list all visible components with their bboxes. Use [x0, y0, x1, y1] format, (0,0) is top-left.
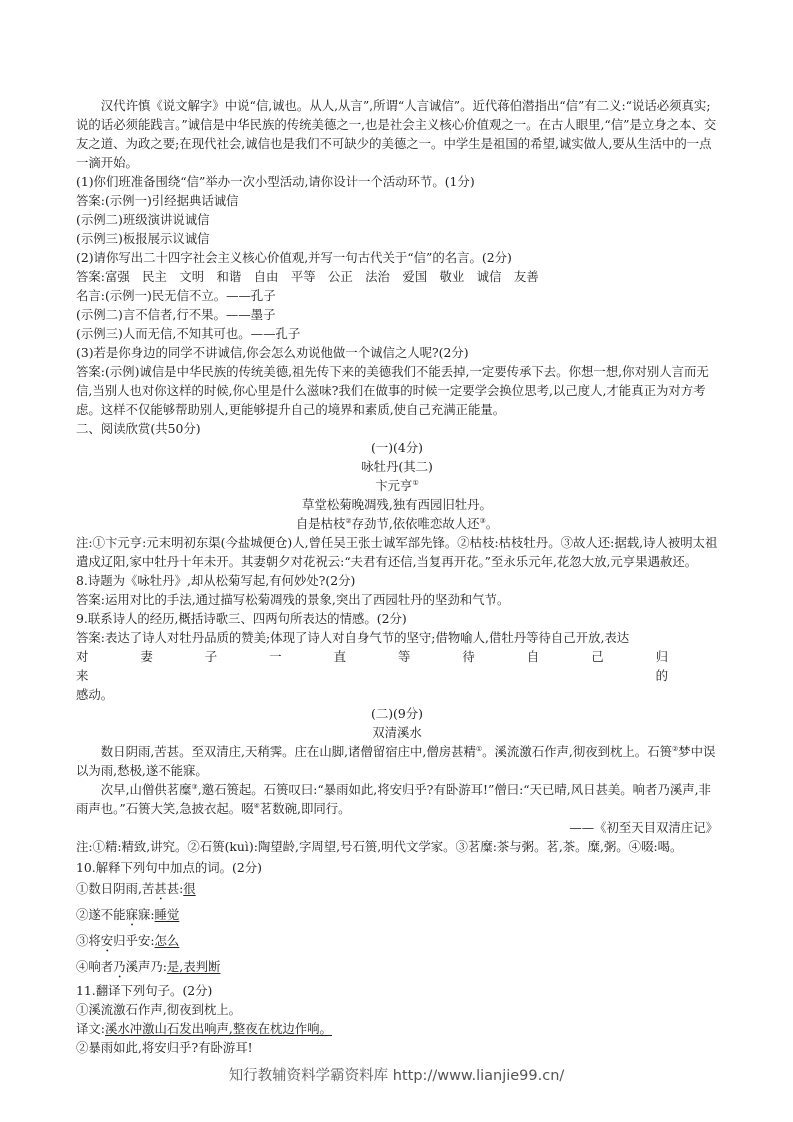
translate-sentence-1: ①溪流激石作声,彻夜到枕上。: [76, 1002, 242, 1017]
prose-source: ——《初至天目双清庄记》: [569, 820, 718, 835]
dotted-word: 安: [100, 933, 114, 948]
footnote-marker: ④: [253, 801, 260, 810]
footnote-marker: ①: [475, 744, 483, 753]
answer-9-line-2: [76, 647, 718, 685]
poem-title: 咏牡丹(其二): [361, 459, 433, 474]
poem-line-2-part: 存劲节,依依唯恋故人还: [351, 516, 480, 531]
footnote-marker: ②: [671, 744, 679, 753]
question-8: 8.诗题为《咏牡丹》,却从松菊写起,有何妙处?(2分): [76, 573, 356, 588]
dotted-word: 寐: [125, 907, 138, 922]
word-answer: 很: [183, 881, 196, 896]
prose-text: 。溪流激石作声,彻夜到枕上。石篑: [482, 744, 672, 759]
footer-watermark: 知行教辅资料学霸资料库 http://www.lianjie99.cn/: [228, 1068, 565, 1084]
prose-text: 梦中误以为雨,愁极,遂不能寐。: [76, 744, 716, 778]
word-answer: 睡觉: [154, 907, 180, 922]
prose-text: 茗数碗,即同行。: [259, 801, 351, 816]
word-item-text: 寐:: [137, 907, 155, 922]
question-9: 9.联系诗人的经历,概括诗歌三、四两句所表达的情感。(2分): [76, 611, 407, 626]
word-item-text: 溪声乃:: [125, 959, 167, 974]
prose-title: 双清溪水: [372, 725, 422, 740]
translate-sentence-2: ②暴雨如此,将安归乎?有卧游耳!: [76, 1040, 253, 1055]
answer-9-line-1: 答案:表达了诗人对牡丹品质的赞美;体现了诗人对自身气节的坚守;借物喻人,借牡丹等待自己开放,表达: [76, 630, 630, 645]
word-answer: 怎么: [154, 933, 180, 948]
document-page: [76, 96, 718, 1057]
word-item-text: ④响者: [76, 959, 114, 974]
word-item-3: [76, 929, 718, 955]
poem-note: 注:①卞元亨:元末明初东渠(今盐城便仓)人,曾任吴王张士诚军部先锋。②枯枝:枯枝牡丹。③故人还:据载,诗人被明太祖遣戍辽阳,家中牡丹十年未开。其妻朝夕对花祝云:“夫君有还信,当复再开花。”至永乐元年,花忽大放,元亨果遇赦还。: [76, 535, 718, 569]
word-item-text: ②遂不能: [76, 907, 126, 922]
poem-line-2-part: 自是枯枝: [295, 516, 346, 531]
dotted-word: 甚: [154, 881, 167, 896]
answer-2-quote-2: (示例二)言不信者,行不果。——墨子: [76, 307, 276, 322]
poem-author: [76, 476, 718, 495]
prose-text: 次早,山僧供茗糜: [100, 782, 192, 797]
footnote-marker: ①: [412, 478, 419, 487]
prose-text: 数日阴雨,苦甚。至双清庄,天稍霁。庄在山脚,诸僧留宿庄中,僧房甚精: [100, 744, 476, 759]
word-item-4: [76, 955, 718, 981]
poem-author-name: 卞元亨: [375, 478, 413, 493]
word-item-1: [76, 877, 718, 903]
prose-note: 注:①精:精致,讲究。②石篑(kuì):陶望龄,字周望,号石篑,明代文学家。③茗糜:茶与粥。茗,茶。糜,粥。④啜:喝。: [76, 839, 683, 854]
footnote-marker: ③: [479, 516, 486, 525]
answer-3: 答案:(示例)诚信是中华民族的传统美德,祖先传下来的美德我们不能丢掉,一定要传承下去。你想一想,你对别人言而无信,当别人也对你这样的时候,你心里是什么滋味?我们在做事的时候一定要学会换位思考,以己度人,才能真正为对方考虑。这样不仅能够帮助别人,更能够提升自己的境界和素质,使自己充满正能量。: [76, 364, 709, 417]
answer-2-values: 答案:富强 民主 文明 和谐 自由 平等 公正 法治 爱国 敬业 诚信 友善: [76, 269, 539, 284]
word-answer: 是,表判断: [166, 959, 221, 974]
question-11: 11.翻译下列句子。(2分): [76, 983, 213, 998]
answer-2-quote-1: 名言:(示例一)民无信不立。——孔子: [76, 288, 276, 303]
answer-1-example-2: (示例二)班级演讲说诚信: [76, 212, 210, 227]
dotted-word: 乃: [113, 959, 126, 974]
question-3: (3)若是你身边的同学不讲诚信,你会怎么劝说他做一个诚信之人呢?(2分): [76, 345, 469, 360]
prose-paragraph-2: [76, 780, 718, 818]
prose-paragraph-1: [76, 742, 718, 780]
intro-paragraph: 汉代许慎《说文解字》中说“信,诚也。从人,从言”,所谓“人言诚信”。近代蒋伯潜指出“信”有二义:“说话必须真实;说的话必须能践言。”诚信是中华民族的传统美德之一,也是社会主义核心价值观之一。在古人眼里,“信”是立身之本、交友之道、为政之要;在现代社会,诚信也是我们不可缺少的美德之一。中学生是祖国的希望,诚实做人,要从生活中的一点一滴开始。: [76, 98, 717, 170]
answer-9-spread-text: 对妻子一直等待自己归来的: [76, 649, 718, 683]
question-2: (2)请你写出二十四字社会主义核心价值观,并写一句古代关于“信”的名言。(2分): [76, 250, 512, 265]
footnote-marker: ③: [191, 782, 198, 791]
prose-part-label: (二)(9分): [370, 706, 423, 721]
answer-2-quote-3: (示例三)人而无信,不知其可也。——孔子: [76, 326, 301, 341]
word-item-text: ③将: [76, 933, 101, 948]
prose-text: ,邀石篑起。石篑叹曰:“暴雨如此,将安归乎?有卧游耳!”僧曰:“天已晴,风日甚美。响者乃溪声,非雨声也。”石篑大笑,急披衣起。啜: [76, 782, 711, 816]
word-item-text: 甚:: [166, 881, 184, 896]
answer-8: 答案:运用对比的手法,通过描写松菊凋残的景象,突出了西园牡丹的坚劲和气节。: [76, 592, 510, 607]
word-item-2: [76, 903, 718, 929]
footnote-marker: ②: [345, 516, 352, 525]
question-1: (1)你们班准备围绕“信”举办一次小型活动,请你设计一个活动环节。(1分): [76, 174, 475, 189]
answer-1-example-3: (示例三)板报展示议诚信: [76, 231, 210, 246]
section-heading: 二、阅读欣赏(共50分): [76, 421, 201, 436]
answer-1-example-1: 答案:(示例一)引经据典话诚信: [76, 193, 239, 208]
poem-line-2-part: 。: [485, 516, 499, 531]
translation-label: 译文:: [76, 1021, 105, 1036]
poem-part-label: (一)(4分): [370, 440, 423, 455]
answer-9-line-3: 感动。: [76, 687, 114, 702]
poem-line-1: 草堂松菊晚凋残,独有西园旧牡丹。: [302, 497, 492, 512]
translation-answer-1: [76, 1019, 718, 1038]
poem-line-2: [76, 514, 718, 533]
word-item-text: ①数日阴雨,苦: [76, 881, 155, 896]
question-10: 10.解释下列句中加点的词。(2分): [76, 860, 262, 875]
word-item-text: 归乎安:: [113, 933, 155, 948]
translation-text: 溪水冲激山石发出响声,整夜在枕边作响。: [104, 1021, 332, 1036]
